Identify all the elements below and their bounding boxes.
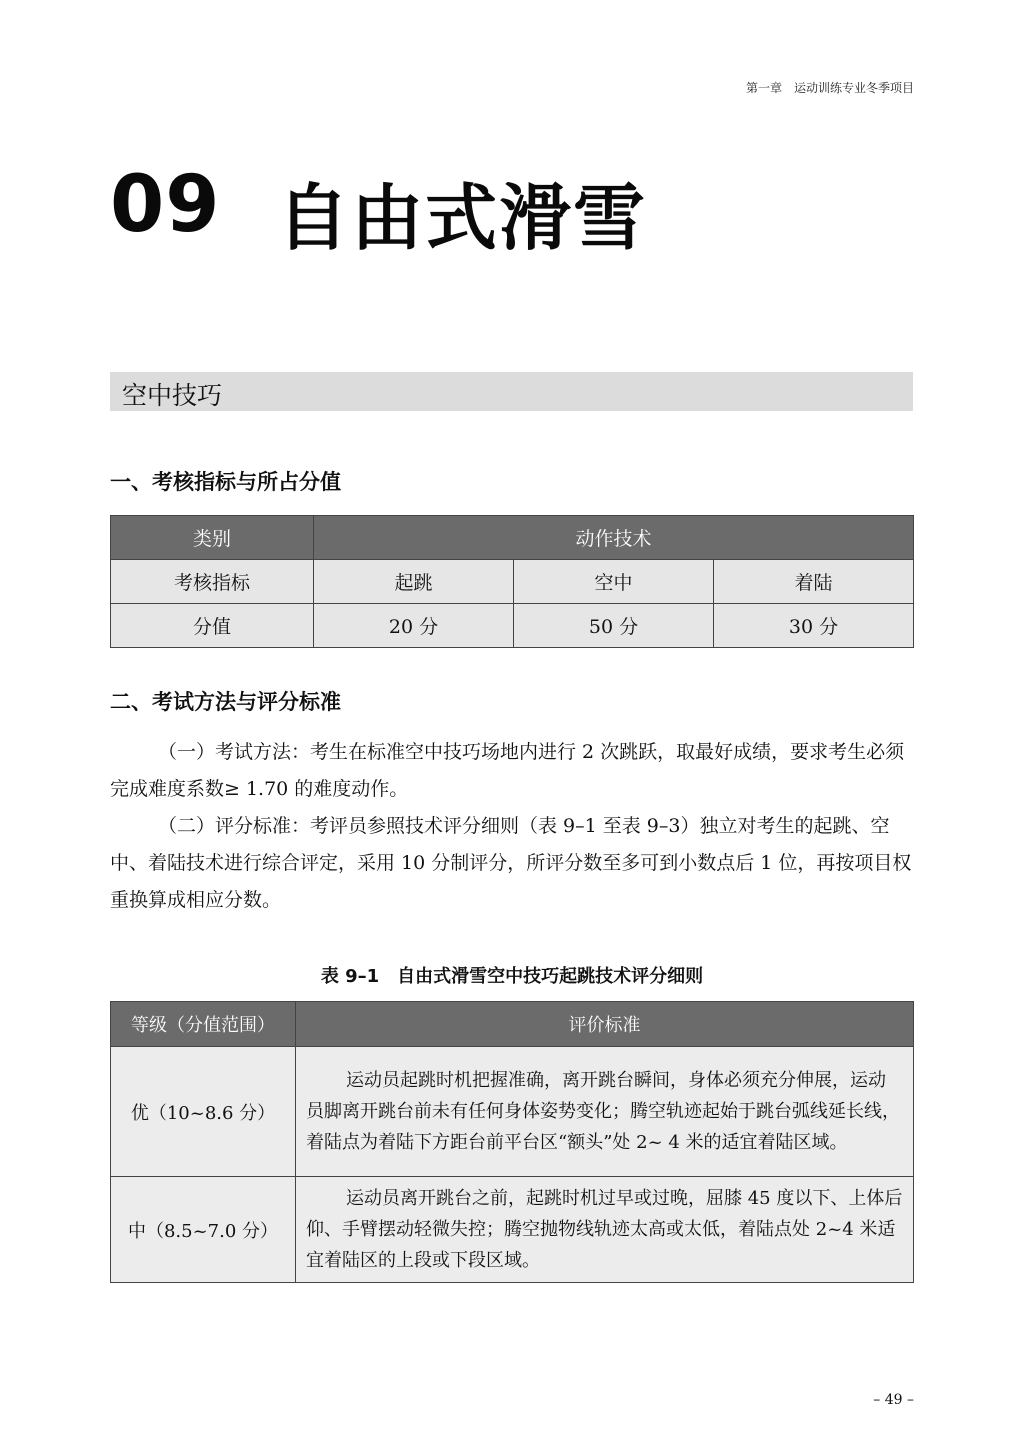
chapter-title: 自由式滑雪 — [277, 176, 648, 260]
criteria-table — [110, 1001, 914, 1283]
heading-assessment-indicators: 一、考核指标与所占分值 — [110, 470, 341, 494]
section-title-bar — [110, 372, 913, 411]
score-table-cell: 着陆 — [714, 560, 914, 604]
score-table-category-header: 类别 — [111, 516, 314, 560]
criteria-grade-cell: 中（8.5~7.0 分） — [111, 1177, 296, 1283]
score-table — [110, 515, 914, 648]
criteria-grade-cell: 优（10~8.6 分） — [111, 1047, 296, 1177]
criteria-table-grade-header: 等级（分值范围） — [111, 1002, 296, 1047]
chapter-number: 09 — [110, 160, 221, 250]
score-table-cell: 50 分 — [514, 604, 714, 648]
score-table-cell: 分值 — [111, 604, 314, 648]
criteria-description-cell — [296, 1177, 914, 1283]
criteria-table-criteria-header: 评价标准 — [296, 1002, 914, 1047]
paragraph-scoring-standard: （二）评分标准：考评员参照技术评分细则（表 9–1 至表 9–3）独立对考生的起跳、空中、着陆技术进行综合评定，采用 10 分制评分，所评分数至多可到小数点后 1 位，再按项目权重换算成相应分数。 — [110, 815, 912, 911]
running-header: 第一章 运动训练专业冬季项目 — [745, 81, 914, 95]
score-table-cell: 空中 — [514, 560, 714, 604]
page-number: – 49 – — [873, 1392, 914, 1408]
score-table-technique-header: 动作技术 — [314, 516, 914, 560]
criteria-text: 运动员离开跳台之前，起跳时机过早或过晚，屈膝 45 度以下、上体后仰、手臂摆动轻微失控；腾空抛物线轨迹太高或太低，着陆点处 2~4 米适宜着陆区的上段或下段区域。 — [306, 1188, 903, 1271]
paragraph-exam-method: （一）考试方法：考生在标准空中技巧场地内进行 2 次跳跃，取最好成绩，要求考生必须完成难度系数≥ 1.70 的难度动作。 — [110, 741, 905, 800]
section-title: 空中技巧 — [122, 381, 223, 410]
score-table-cell: 20 分 — [314, 604, 514, 648]
score-table-cell: 起跳 — [314, 560, 514, 604]
criteria-description-cell — [296, 1047, 914, 1177]
table-caption: 表 9–1 自由式滑雪空中技巧起跳技术评分细则 — [320, 966, 704, 987]
body-text — [110, 734, 914, 919]
score-table-cell: 考核指标 — [111, 560, 314, 604]
heading-exam-method: 二、考试方法与评分标准 — [110, 690, 341, 714]
score-table-cell: 30 分 — [714, 604, 914, 648]
criteria-text: 运动员起跳时机把握准确，离开跳台瞬间，身体必须充分伸展，运动员脚离开跳台前未有任何身体姿势变化；腾空轨迹起始于跳台弧线延长线，着陆点为着陆下方距台前平台区“额头”处 2~ 4 米的适宜着陆区域。 — [306, 1070, 900, 1153]
